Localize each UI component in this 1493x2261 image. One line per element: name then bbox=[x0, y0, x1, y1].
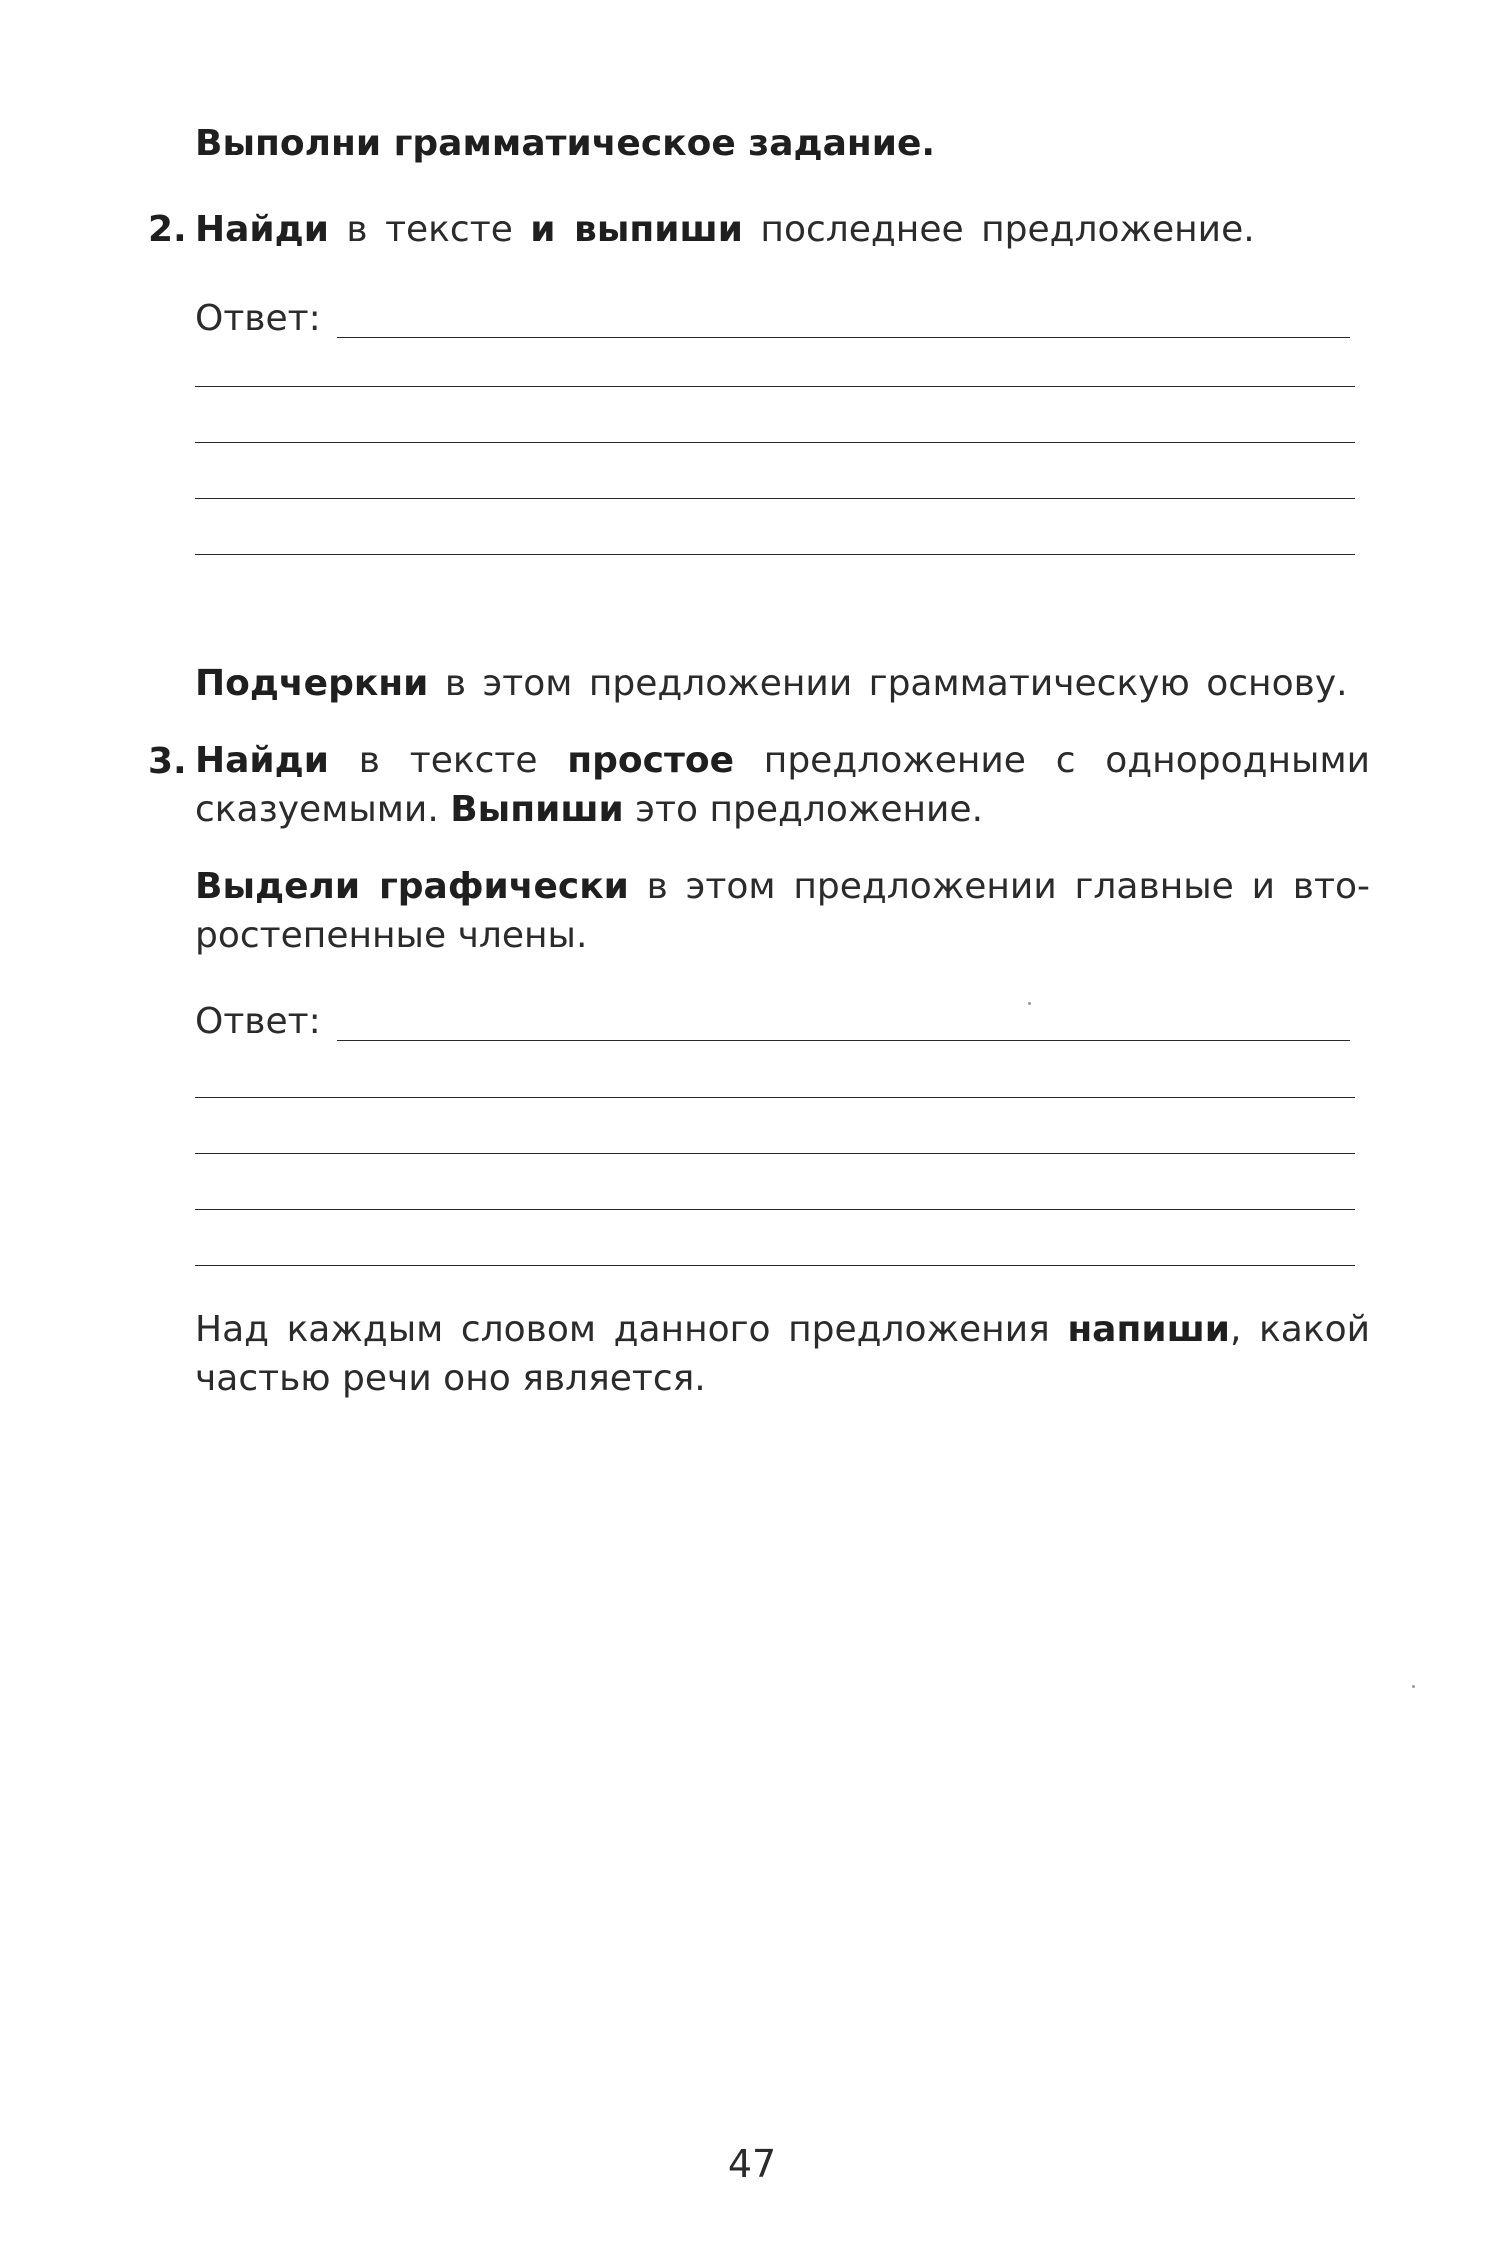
task-3-pos-line-1 bbox=[195, 1305, 1370, 1354]
task-3-answer-line-3[interactable] bbox=[195, 1153, 1355, 1154]
task-3-line-1 bbox=[195, 736, 1370, 785]
task-3-line-2 bbox=[195, 785, 1370, 834]
task-3-number: 3. bbox=[148, 741, 187, 782]
page-number: 47 bbox=[727, 2142, 777, 2186]
task-2-verb-write-out: и выпиши bbox=[530, 209, 743, 250]
task-3-pos-which: , какой bbox=[1230, 1309, 1371, 1350]
task-3-highlight-line-1 bbox=[195, 862, 1370, 911]
task-2-verb-find: Найди bbox=[195, 209, 329, 250]
task-3-verb-write-out: Выпиши bbox=[450, 789, 624, 830]
task-2-answer-line-3[interactable] bbox=[195, 442, 1355, 443]
task-2-underline-instruction bbox=[195, 658, 1348, 710]
task-2-answer-line-1[interactable] bbox=[337, 337, 1350, 338]
task-2-answer-line-4[interactable] bbox=[195, 498, 1355, 499]
task-3-instruction bbox=[195, 736, 1370, 834]
task-2-answer-line-2[interactable] bbox=[195, 386, 1355, 387]
task-3-parts-of-speech-instruction bbox=[195, 1305, 1370, 1403]
task-2-text-in-text: в тексте bbox=[346, 209, 513, 250]
task-3-text-this-sentence: это предложение. bbox=[635, 789, 984, 830]
task-3-verb-find: Найди bbox=[195, 740, 329, 781]
task-3-word-simple: простое bbox=[567, 740, 735, 781]
scan-speck bbox=[1412, 1685, 1415, 1688]
task-3-verb-highlight: Выдели графически bbox=[195, 866, 629, 907]
task-2-number: 2. bbox=[148, 209, 187, 250]
task-2-answer-line-5[interactable] bbox=[195, 554, 1355, 555]
task-3-answer-line-1[interactable] bbox=[337, 1040, 1350, 1041]
task-3-highlight-instruction bbox=[195, 862, 1370, 960]
task-3-pos-line-2: частью речи оно является. bbox=[195, 1358, 706, 1399]
task-2-underline-rest: в этом предложении грамматическую основу. bbox=[444, 663, 1348, 704]
task-2-text-last-sentence: последнее предложение. bbox=[760, 209, 1255, 250]
task-3-answer-line-5[interactable] bbox=[195, 1265, 1355, 1266]
task-3-text-in-text: в тексте bbox=[358, 740, 538, 781]
task-3-highlight-line-2: ростепенные члены. bbox=[195, 915, 588, 956]
task-3-text-predicates: сказуемыми. bbox=[195, 789, 439, 830]
task-3-pos-text: Над каждым словом данного предложения bbox=[195, 1309, 1050, 1350]
task-3-highlight-rest: в этом предложении главные и вто- bbox=[646, 866, 1370, 907]
task-2-instruction bbox=[195, 204, 1255, 256]
task-3-answer-line-2[interactable] bbox=[195, 1097, 1355, 1098]
task-3-answer-label: Ответ: bbox=[195, 1001, 321, 1042]
scan-speck bbox=[1028, 1002, 1031, 1005]
task-3-verb-write: напиши bbox=[1067, 1309, 1231, 1350]
task-3-answer-line-4[interactable] bbox=[195, 1209, 1355, 1210]
task-2-answer-label: Ответ: bbox=[195, 298, 321, 339]
section-heading: Выполни грамматическое задание. bbox=[195, 123, 936, 164]
task-3-text-sentence: предложение с однородными bbox=[763, 740, 1371, 781]
task-2-verb-underline: Подчеркни bbox=[195, 663, 429, 704]
